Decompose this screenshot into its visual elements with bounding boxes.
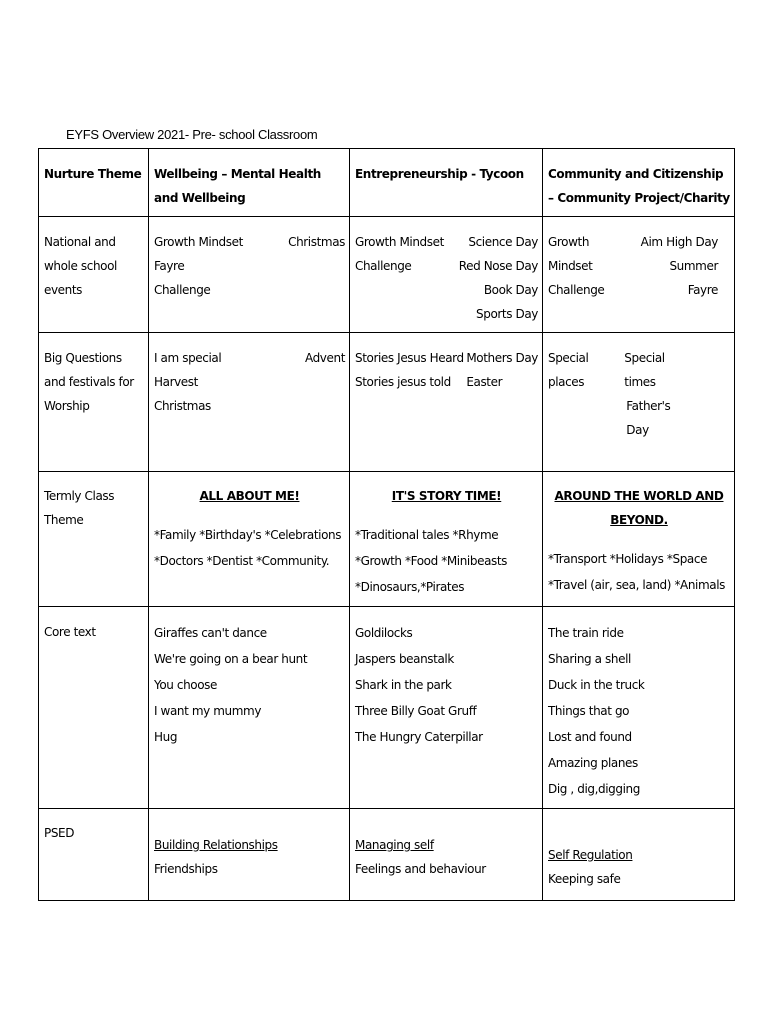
list-item: Challenge (355, 259, 412, 273)
list-item: I want my mummy (154, 704, 262, 718)
list-item: Book Day (483, 283, 538, 297)
list-item: Advent (304, 351, 345, 365)
list-item: Dig , dig,digging (548, 782, 640, 796)
header-nurture-theme: Nurture Theme (39, 149, 149, 217)
list-item: Giraffes can't dance (154, 626, 267, 640)
header-entrepreneurship: Entrepreneurship - Tycoon (350, 149, 543, 217)
row-label-core-text: Core text (39, 607, 149, 809)
cell-psed-entrepreneurship (350, 809, 543, 901)
cell-worship-community (543, 333, 735, 472)
list-item: The Hungry Caterpillar (355, 730, 483, 744)
cell-termly-wellbeing (149, 472, 350, 607)
table-row-core-text (39, 607, 735, 809)
list-item: Aim High Day (640, 235, 718, 249)
list-item: The train ride (548, 626, 624, 640)
psed-text: Keeping safe (548, 872, 621, 886)
row-label-termly: Termly Class Theme (39, 472, 149, 607)
list-item: Special times (624, 351, 665, 389)
theme-text: *Family *Birthday's *Celebrations *Doctors *Dentist *Community. (154, 528, 342, 568)
theme-title: ALL ABOUT ME! (199, 489, 300, 503)
table-row-psed (39, 809, 735, 901)
cell-events-entrepreneurship (350, 217, 543, 333)
list-item: Goldilocks (355, 626, 413, 640)
table-row-termly (39, 472, 735, 607)
cell-events-wellbeing (149, 217, 350, 333)
row-label-worship: Big Questions and festivals for Worship (39, 333, 149, 472)
list-item: Amazing planes (548, 756, 638, 770)
list-item: Shark in the park (355, 678, 452, 692)
list-item: Duck in the truck (548, 678, 645, 692)
list-item: Things that go (548, 704, 630, 718)
table-row-worship (39, 333, 735, 472)
theme-title: AROUND THE WORLD AND BEYOND. (554, 489, 724, 527)
list-item: Sports Day (476, 307, 538, 321)
list-item: Hug (154, 730, 178, 744)
list-item: I am special (154, 351, 222, 365)
header-wellbeing: Wellbeing – Mental Health and Wellbeing (149, 149, 350, 217)
list-item: Fayre (154, 259, 185, 273)
psed-title: Managing self (355, 838, 434, 852)
list-item: Three Billy Goat Gruff (355, 704, 477, 718)
cell-events-community (543, 217, 735, 333)
psed-title: Self Regulation (548, 848, 633, 862)
list-item: You choose (154, 678, 218, 692)
list-item: Harvest (154, 375, 198, 389)
list-item: Growth Mindset (154, 235, 243, 249)
cell-psed-community (543, 809, 735, 901)
cell-core-entrepreneurship (350, 607, 543, 809)
cell-worship-wellbeing (149, 333, 350, 472)
list-item: Sharing a shell (548, 652, 631, 666)
list-item: Challenge (548, 283, 605, 297)
list-item: Stories Jesus Heard (355, 351, 464, 365)
list-item: We're going on a bear hunt (154, 652, 308, 666)
list-item: Stories jesus told (355, 375, 451, 389)
row-label-psed: PSED (39, 809, 149, 901)
row-label-events: National and whole school events (39, 217, 149, 333)
eyfs-overview-table (38, 148, 735, 901)
psed-title: Building Relationships (154, 838, 278, 852)
psed-text: Feelings and behaviour (355, 862, 486, 876)
list-item: Growth Mindset (355, 235, 444, 249)
theme-text: *Traditional tales *Rhyme *Growth *Food *Minibeasts *Dinosaurs,*Pirates (355, 528, 508, 594)
list-item: Red Nose Day (458, 259, 538, 273)
list-item: Easter (466, 375, 503, 389)
list-item: Jaspers beanstalk (355, 652, 454, 666)
list-item: Science Day (468, 235, 538, 249)
psed-text: Friendships (154, 862, 218, 876)
cell-worship-entrepreneurship (350, 333, 543, 472)
list-item: Growth Mindset (548, 235, 593, 273)
list-item: Summer Fayre (669, 259, 718, 297)
theme-title: IT'S STORY TIME! (391, 489, 502, 503)
list-item: Challenge (154, 283, 211, 297)
cell-termly-entrepreneurship (350, 472, 543, 607)
header-community: Community and Citizenship – Community Project/Charity (543, 149, 735, 217)
document-title: EYFS Overview 2021- Pre- school Classroom (66, 127, 318, 142)
list-item: Christmas (154, 399, 211, 413)
list-item: Lost and found (548, 730, 632, 744)
cell-psed-wellbeing (149, 809, 350, 901)
list-item: Special places (548, 351, 589, 389)
table-row-events (39, 217, 735, 333)
table-header-row (39, 149, 735, 217)
list-item: Mothers Day (466, 351, 538, 365)
cell-core-community (543, 607, 735, 809)
list-item: Father's Day (626, 399, 671, 437)
cell-termly-community (543, 472, 735, 607)
cell-core-wellbeing (149, 607, 350, 809)
theme-text: *Transport *Holidays *Space *Travel (air, sea, land) *Animals (548, 552, 726, 592)
list-item: Christmas (288, 235, 345, 249)
